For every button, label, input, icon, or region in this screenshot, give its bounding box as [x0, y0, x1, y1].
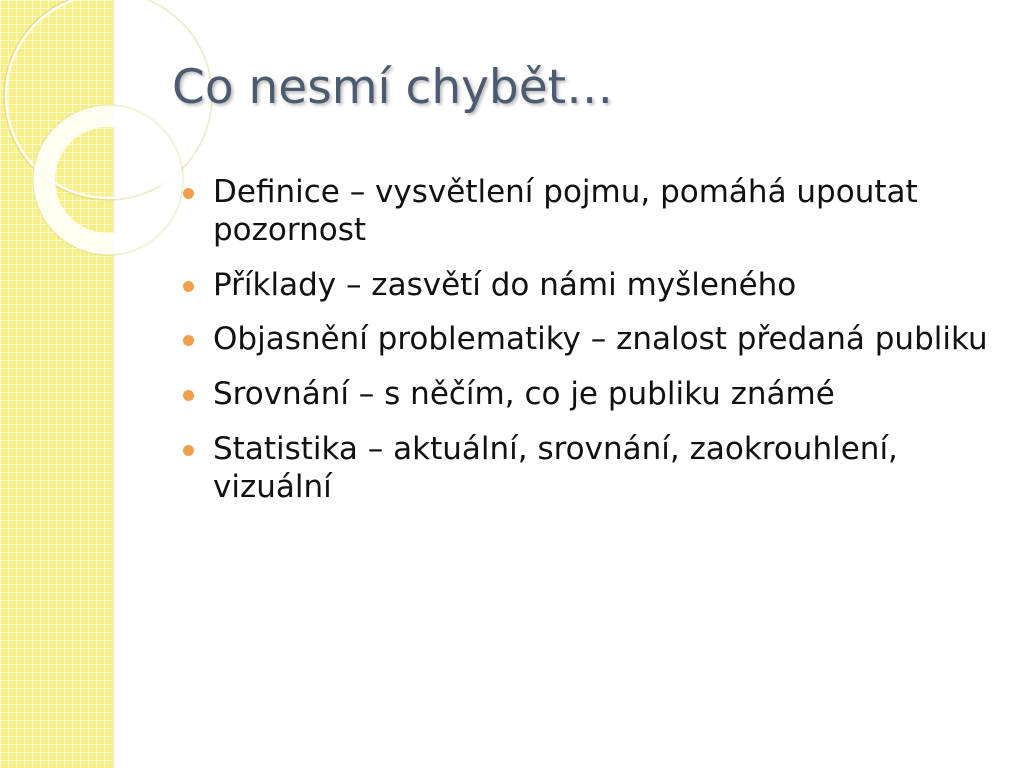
list-item	[180, 431, 1000, 507]
bullet-dot-icon	[183, 390, 194, 401]
list-item	[180, 267, 1000, 305]
list-item-text: Příklady – zasvětí do námi myšleného	[213, 266, 797, 303]
list-item-text: Objasnění problematiky – znalost předaná publiku	[213, 321, 988, 358]
bullet-dot-icon	[183, 445, 194, 456]
list-item-text: Definice – vysvětlení pojmu, pomáhá upoutat pozornost	[213, 174, 918, 248]
list-item-text: Srovnání – s něčím, co je publiku známé	[213, 376, 835, 413]
list-item	[180, 321, 1000, 359]
list-item	[180, 174, 1000, 250]
bullet-dot-icon	[183, 335, 194, 346]
slide-title: Co nesmí chybět…	[172, 60, 614, 115]
bullet-dot-icon	[183, 188, 194, 199]
list-item-text: Statistika – aktuální, srovnání, zaokrouhlení, vizuální	[213, 431, 898, 505]
list-item	[180, 376, 1000, 414]
bullet-list	[180, 174, 1000, 524]
bullet-dot-icon	[183, 281, 194, 292]
